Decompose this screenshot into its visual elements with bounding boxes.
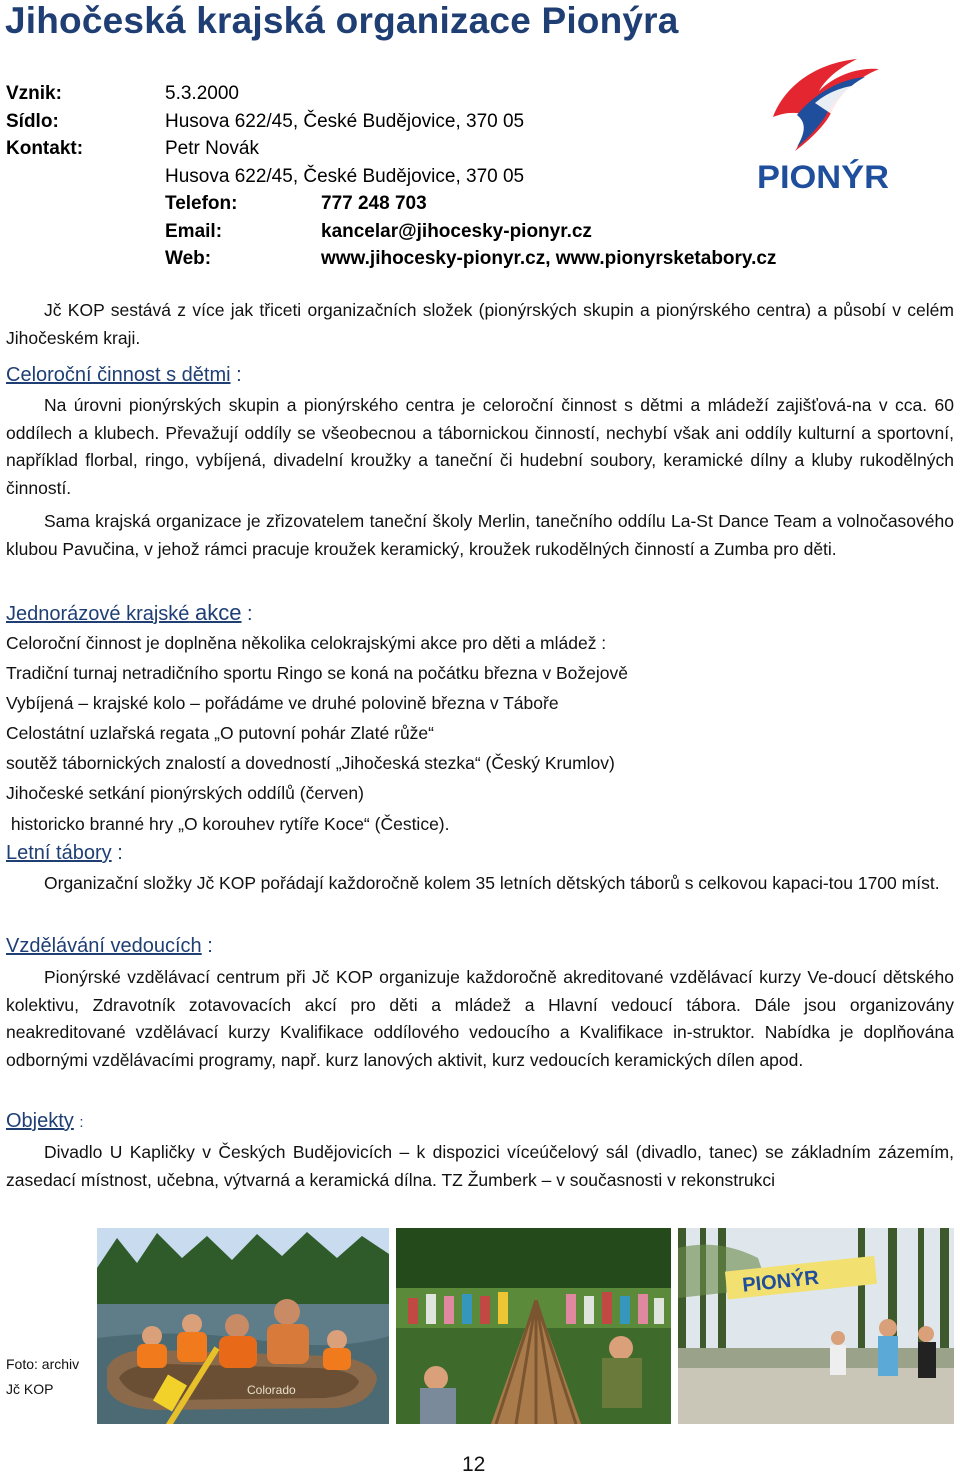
- caption-line-2: Jč KOP: [6, 1381, 54, 1397]
- swallow-bird-icon: [773, 59, 879, 151]
- vznik-value: 5.3.2000: [165, 83, 239, 104]
- akce-item: Celostátní uzlařská regata „O putovní pohár Zlaté růže“: [6, 723, 434, 743]
- celorocni-paragraph-2: Sama krajská organizace je zřizovatelem taneční školy Merlin, tanečního oddílu La-St Dance Team a volnočasového klubou Pavučina, v jehož rámci pracuje kroužek keramický, kroužek rukodělných činností a Zumba pro děti.: [6, 511, 954, 559]
- heading-vzdelavani-text: Vzdělávání vedoucích: [6, 935, 202, 957]
- kontakt-address: Husova 622/45, České Budějovice, 370 05: [165, 165, 525, 187]
- akce-item: Celoroční činnost je doplněna několika celokrajskými akce pro děti a mládež :: [6, 633, 607, 653]
- pionyr-logo: [755, 55, 891, 195]
- sidlo-label: Sídlo:: [6, 110, 59, 132]
- photo-rafting: [97, 1228, 389, 1424]
- heading-colon: :: [207, 935, 213, 957]
- photo-caption: [6, 1352, 79, 1402]
- vzdelavani-paragraph: Pionýrské vzdělávací centrum při Jč KOP organizuje každoročně akreditované vzdělávací kurzy Ve-doucí dětského kolektivu, Zdravotník zotavovacích akcí pro děti a mládež a Hlavní vedoucí tábora. Dále jsou organizovány neakreditované vzdělávací kurzy Kvalifikace oddílového vedoucího a Kvalifikace in-struktor. Nabídka je doplňována odbornými vzdělávacími programy, např. kurz lanových aktivit, kurz vedoucích keramických dílen apod.: [6, 967, 954, 1070]
- heading-objekty-text: Objekty: [6, 1110, 74, 1132]
- heading-colon: :: [236, 364, 242, 386]
- email-label: Email:: [165, 220, 223, 242]
- page-number: 12: [462, 1453, 486, 1476]
- heading-colon: :: [79, 1114, 84, 1131]
- heading-celorocni-text: Celoroční činnost s dětmi: [6, 364, 231, 386]
- email-link[interactable]: kancelar@jihocesky-pionyr.cz: [321, 220, 592, 242]
- intro-paragraph: Jč KOP sestává z více jak třiceti organizačních složek (pionýrských skupin a pionýrského centra) a působí v celém Jihočeském kraji.: [6, 300, 954, 348]
- kontakt-label: Kontakt:: [6, 138, 84, 159]
- telefon-value: 777 248 703: [321, 193, 427, 214]
- heading-akce: [6, 600, 253, 626]
- kontakt-name: Petr Novák: [165, 138, 259, 159]
- objekty-paragraph: Divadlo U Kapličky v Českých Budějovicích – k dispozici víceúčelový sál (divadlo, tanec) se základním zázemím, zasedací místnost, učebna, výtvarná a keramická dílna. TZ Žumberk – v současnosti v rekonstrukci: [6, 1142, 954, 1190]
- page-title: Jihočeská krajská organizace Pionýra: [5, 0, 679, 41]
- akce-item: historicko branné hry „O korouhev rytíře Koce“ (Čestice).: [6, 814, 450, 834]
- heading-akce-text: [6, 600, 242, 625]
- telefon-label: Telefon:: [165, 193, 238, 214]
- banner-text: PIONÝR: [741, 1266, 820, 1297]
- web-links[interactable]: www.jihocesky-pionyr.cz, www.pionyrsketabory.cz: [321, 248, 777, 269]
- akce-item: Jihočeské setkání pionýrských oddílů (červen): [6, 783, 364, 803]
- caption-line-1: Foto: archiv: [6, 1356, 80, 1372]
- heading-colon: :: [247, 603, 253, 625]
- photo-campfire: [396, 1228, 671, 1424]
- akce-item: Vybíjená – krajské kolo – pořádáme ve druhé polovině března v Táboře: [6, 693, 559, 713]
- logo-text: PIONÝR: [757, 159, 889, 195]
- vznik-label: Vznik:: [6, 83, 62, 104]
- tabory-paragraph: Organizační složky Jč KOP pořádají každoročně kolem 35 letních dětských táborů s celkovou kapaci-tou 1700 míst.: [44, 873, 940, 893]
- sidlo-value: Husova 622/45, České Budějovice, 370 05: [165, 110, 525, 132]
- web-label: Web:: [165, 248, 212, 269]
- celorocni-paragraph-1: Na úrovni pionýrských skupin a pionýrského centra je celoroční činnost s dětmi a mládeží zajišťová-na v cca. 60 oddílech a klubech. Převažují oddíly se všeobecnou a tábornickou činností, nechybí však ani oddíly kulturní a sportovní, například florbal, ringo, vybíjená, divadelní kroužky a taneční či hudební soubory, keramické dílny a kluby rukodělných činností.: [6, 395, 954, 498]
- akce-item: soutěž tábornických znalostí a dovedností „Jihočeská stezka“ (Český Krumlov): [6, 753, 615, 773]
- heading-akce-part2: akce: [195, 600, 242, 625]
- heading-objekty: [6, 1110, 84, 1133]
- heading-tabory: [6, 842, 123, 865]
- heading-akce-part1: Jednorázové krajské: [6, 603, 190, 625]
- akce-item: Tradiční turnaj netradičního sportu Ringo se koná na počátku března v Božejově: [6, 663, 628, 683]
- heading-colon: :: [117, 842, 123, 864]
- heading-tabory-text: Letní tábory: [6, 842, 112, 864]
- raft-label: Colorado: [247, 1383, 296, 1397]
- heading-vzdelavani: [6, 935, 213, 958]
- heading-celorocni: [6, 364, 242, 387]
- photo-banner: [678, 1228, 954, 1424]
